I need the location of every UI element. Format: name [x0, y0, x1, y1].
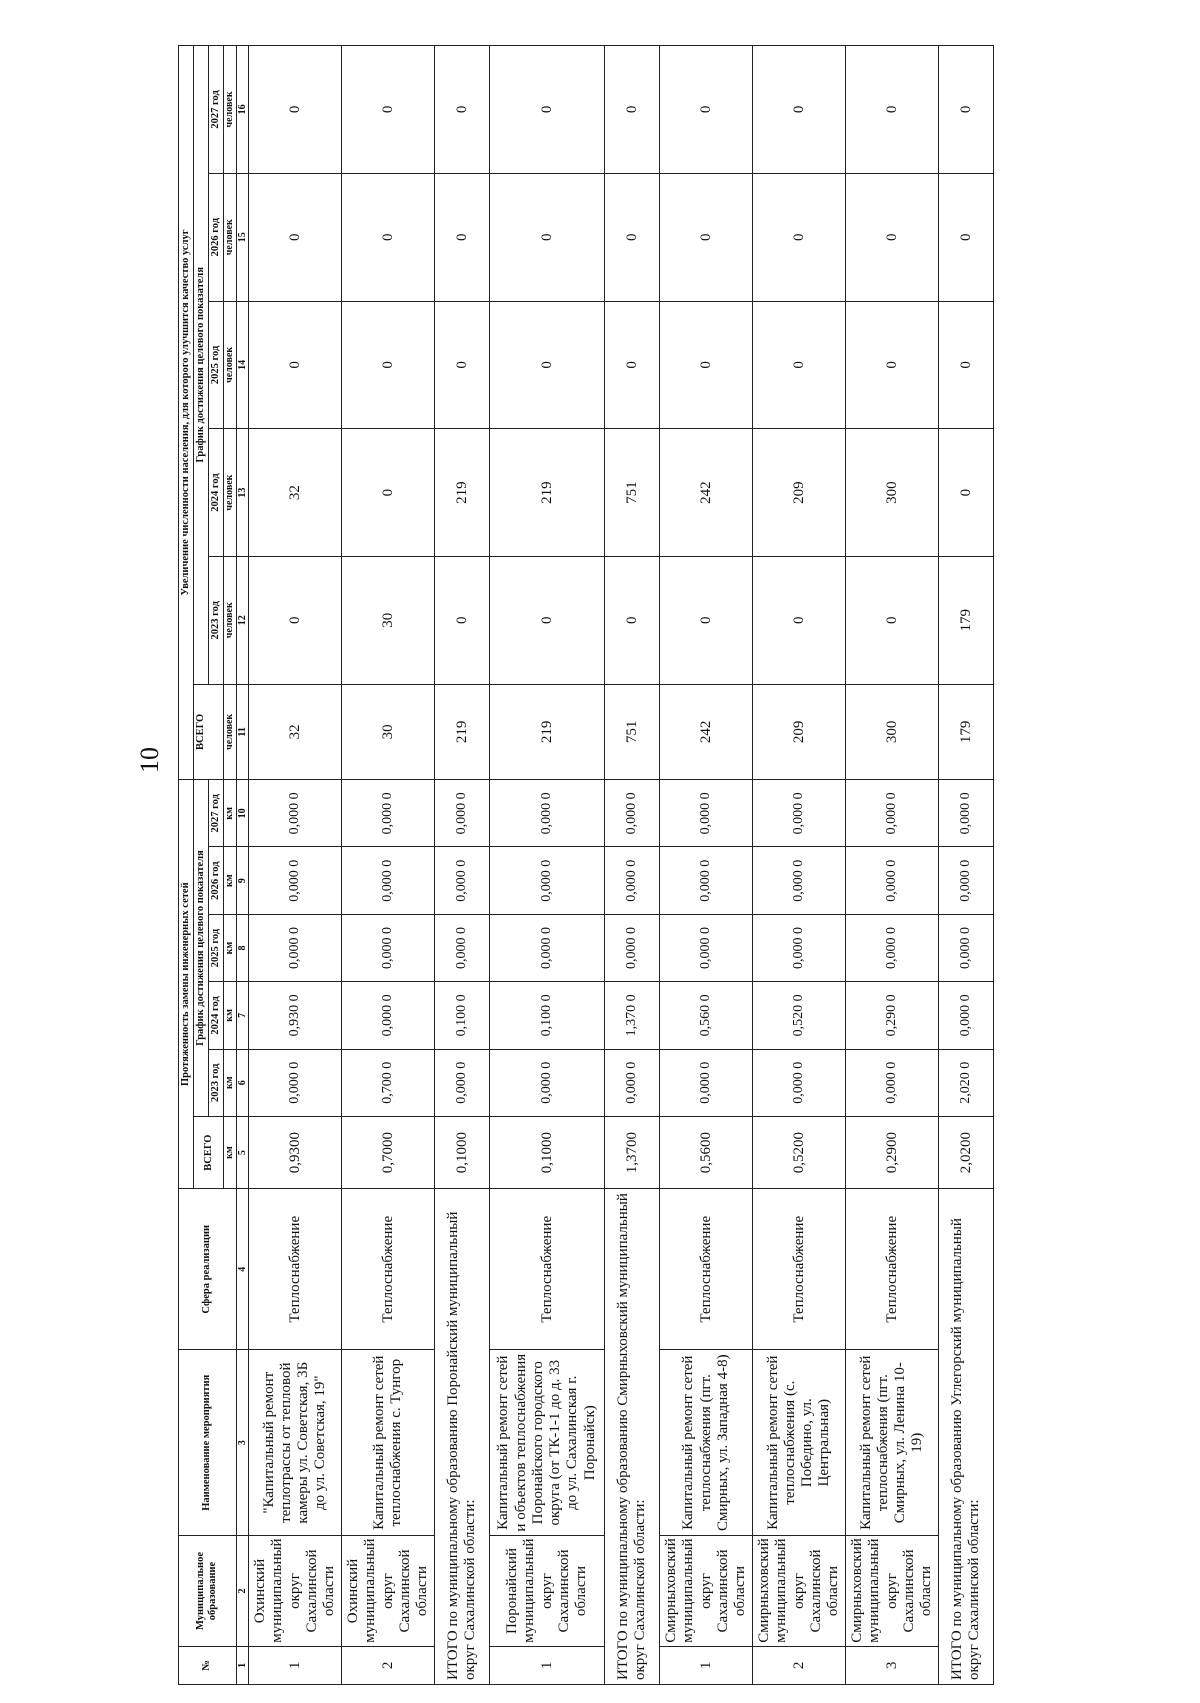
row-number: 2: [753, 1646, 846, 1684]
people-year-cell: 30: [342, 556, 435, 684]
municipality-cell: Поронайский муниципальный округ Сахалинской области: [490, 1536, 605, 1647]
header-km-total: ВСЕГО: [194, 1116, 224, 1188]
col-number: 6: [236, 1049, 249, 1116]
unit-km: км: [224, 1049, 237, 1116]
unit-people: человек: [224, 301, 237, 429]
people-year-cell: 0: [605, 46, 660, 174]
km-year-cell: 0,000 0: [249, 847, 342, 914]
municipality-cell: Смирныховский муниципальный округ Сахалинской области: [846, 1536, 939, 1647]
km-year-cell: 0,000 0: [753, 847, 846, 914]
page-number: 10: [135, 747, 164, 773]
people-year-cell: 0: [342, 46, 435, 174]
people-year-cell: 0: [660, 46, 753, 174]
sphere-cell: Теплоснабжение: [660, 1189, 753, 1350]
row-number: 3: [846, 1646, 939, 1684]
km-year-cell: 2,020 0: [939, 1049, 994, 1116]
people-year-cell: 0: [660, 301, 753, 429]
people-year-cell: 0: [342, 301, 435, 429]
table-row: [660, 46, 753, 1685]
people-year-cell: 0: [753, 46, 846, 174]
people-year-cell: 0: [490, 173, 605, 301]
people-year-cell: 219: [435, 429, 490, 557]
total-row: [605, 46, 660, 1685]
people-year-cell: 0: [490, 46, 605, 174]
people-year-cell: 0: [490, 556, 605, 684]
header-people-2023: 2023 год: [209, 556, 224, 684]
people-total-cell: 30: [342, 684, 435, 780]
people-year-cell: 0: [846, 173, 939, 301]
people-year-cell: 0: [846, 556, 939, 684]
people-year-cell: 0: [249, 556, 342, 684]
km-year-cell: 0,560 0: [660, 982, 753, 1049]
people-total-cell: 751: [605, 684, 660, 780]
people-year-cell: 0: [605, 301, 660, 429]
row-number: 1: [660, 1646, 753, 1684]
col-number: 10: [236, 780, 249, 847]
col-number: 5: [236, 1116, 249, 1188]
col-number: 8: [236, 914, 249, 981]
km-year-cell: 0,000 0: [490, 847, 605, 914]
people-year-cell: 0: [249, 173, 342, 301]
total-row: [939, 46, 994, 1685]
event-name-cell: Капитальный ремонт сетей и объектов теплоснабжения Поронайского городского округа (от ТК-1-1 до д. 33 до ул. Сахалинская г. Поронайск): [490, 1350, 605, 1536]
km-year-cell: 0,000 0: [846, 780, 939, 847]
total-label: ИТОГО по муниципальному образованию Поронайский муниципальный округ Сахалинской области:: [435, 1189, 490, 1685]
people-year-cell: 179: [939, 556, 994, 684]
km-year-cell: 0,000 0: [846, 914, 939, 981]
row-number: 1: [249, 1646, 342, 1684]
people-year-cell: 0: [753, 556, 846, 684]
km-year-cell: 1,370 0: [605, 982, 660, 1049]
people-year-cell: 242: [660, 429, 753, 557]
header-schedule-population: График достижения целевого показателя: [194, 46, 209, 685]
header-schedule-length: График достижения целевого показателя: [194, 780, 209, 1117]
people-year-cell: 0: [249, 46, 342, 174]
col-number: 12: [236, 556, 249, 684]
km-year-cell: 0,000 0: [846, 1049, 939, 1116]
col-number: 7: [236, 982, 249, 1049]
col-number: 16: [236, 46, 249, 174]
people-year-cell: 0: [939, 301, 994, 429]
header-people-2027: 2027 год: [209, 46, 224, 174]
people-year-cell: 209: [753, 429, 846, 557]
unit-km: км: [224, 780, 237, 847]
event-name-cell: Капитальный ремонт сетей теплоснабжения (пгт. Смирных, ул. Западная 4-8): [660, 1350, 753, 1536]
col-number: 13: [236, 429, 249, 557]
sphere-cell: Теплоснабжение: [753, 1189, 846, 1350]
header-municipality: Муниципальное образование: [179, 1536, 237, 1647]
people-year-cell: 0: [435, 46, 490, 174]
people-year-cell: 0: [605, 173, 660, 301]
table-row: [753, 46, 846, 1685]
km-total-cell: 2,0200: [939, 1116, 994, 1188]
km-year-cell: 0,000 0: [249, 1049, 342, 1116]
km-year-cell: 0,000 0: [342, 914, 435, 981]
km-year-cell: 0,000 0: [939, 982, 994, 1049]
total-label: ИТОГО по муниципальному образованию Смирныховский муниципальный округ Сахалинской области:: [605, 1189, 660, 1685]
col-number: 14: [236, 301, 249, 429]
people-year-cell: 32: [249, 429, 342, 557]
people-year-cell: 0: [249, 301, 342, 429]
total-row: [435, 46, 490, 1685]
header-num: №: [179, 1646, 237, 1684]
municipality-cell: Охинский муниципальный округ Сахалинской области: [342, 1536, 435, 1647]
km-year-cell: 0,520 0: [753, 982, 846, 1049]
km-total-cell: 0,2900: [846, 1116, 939, 1188]
people-year-cell: 0: [435, 173, 490, 301]
km-total-cell: 0,5600: [660, 1116, 753, 1188]
people-total-cell: 242: [660, 684, 753, 780]
km-year-cell: 0,000 0: [435, 914, 490, 981]
km-year-cell: 0,000 0: [435, 1049, 490, 1116]
unit-people: человек: [224, 173, 237, 301]
km-year-cell: 0,000 0: [660, 1049, 753, 1116]
km-year-cell: 0,000 0: [605, 780, 660, 847]
km-year-cell: 0,000 0: [660, 847, 753, 914]
km-year-cell: 0,100 0: [490, 982, 605, 1049]
people-year-cell: 0: [753, 173, 846, 301]
col-number: 2: [236, 1536, 249, 1647]
event-name-cell: "Капитальный ремонт теплотрассы от тепловой камеры ул. Советская, 3Б до ул. Советская, 19": [249, 1350, 342, 1536]
rotated-page-content: [178, 0, 1200, 1685]
km-year-cell: 0,000 0: [753, 914, 846, 981]
km-year-cell: 0,000 0: [342, 982, 435, 1049]
km-total-cell: 0,1000: [435, 1116, 490, 1188]
km-year-cell: 0,000 0: [249, 914, 342, 981]
people-total-cell: 219: [435, 684, 490, 780]
header-people-2024: 2024 год: [209, 429, 224, 557]
event-name-cell: Капитальный ремонт сетей теплоснабжения (пгт. Смирных, ул. Ленина 10-19): [846, 1350, 939, 1536]
km-year-cell: 0,000 0: [342, 780, 435, 847]
km-total-cell: 0,5200: [753, 1116, 846, 1188]
km-total-cell: 0,1000: [490, 1116, 605, 1188]
unit-km: км: [224, 847, 237, 914]
km-year-cell: 0,000 0: [605, 914, 660, 981]
unit-people: человек: [224, 684, 237, 780]
sphere-cell: Теплоснабжение: [249, 1189, 342, 1350]
header-length-group: Протяженность замены инженерных сетей: [179, 780, 194, 1189]
municipality-cell: Смирныховский муниципальный округ Сахалинской области: [660, 1536, 753, 1647]
row-number: 1: [490, 1646, 605, 1684]
unit-people: человек: [224, 429, 237, 557]
municipality-cell: Смирныховский муниципальный округ Сахалинской области: [753, 1536, 846, 1647]
people-total-cell: 300: [846, 684, 939, 780]
people-year-cell: 0: [939, 46, 994, 174]
km-year-cell: 0,000 0: [490, 914, 605, 981]
people-year-cell: 0: [939, 429, 994, 557]
targets-table: [178, 45, 994, 1685]
km-year-cell: 0,000 0: [490, 1049, 605, 1116]
total-label: ИТОГО по муниципальному образованию Углегорский муниципальный округ Сахалинской области:: [939, 1189, 994, 1685]
event-name-cell: Капитальный ремонт сетей теплоснабжения (с. Победино, ул. Центральная): [753, 1350, 846, 1536]
people-total-cell: 209: [753, 684, 846, 780]
km-year-cell: 0,000 0: [435, 847, 490, 914]
unit-km: км: [224, 914, 237, 981]
people-year-cell: 219: [490, 429, 605, 557]
km-total-cell: 1,3700: [605, 1116, 660, 1188]
people-year-cell: 0: [846, 301, 939, 429]
header-km-2023: 2023 год: [209, 1049, 224, 1116]
col-number: 3: [236, 1350, 249, 1536]
header-km-2026: 2026 год: [209, 847, 224, 914]
people-year-cell: 0: [753, 301, 846, 429]
unit-people: человек: [224, 556, 237, 684]
km-year-cell: 0,000 0: [490, 780, 605, 847]
people-total-cell: 179: [939, 684, 994, 780]
municipality-cell: Охинский муниципальный округ Сахалинской области: [249, 1536, 342, 1647]
header-km-2027: 2027 год: [209, 780, 224, 847]
km-year-cell: 0,000 0: [605, 1049, 660, 1116]
people-total-cell: 32: [249, 684, 342, 780]
people-year-cell: 300: [846, 429, 939, 557]
people-year-cell: 751: [605, 429, 660, 557]
unit-km: км: [224, 1116, 237, 1188]
table-row: [249, 46, 342, 1685]
km-year-cell: 0,000 0: [939, 914, 994, 981]
km-year-cell: 0,000 0: [660, 914, 753, 981]
people-year-cell: 0: [846, 46, 939, 174]
event-name-cell: Капитальный ремонт сетей теплоснабжения с. Тунгор: [342, 1350, 435, 1536]
km-year-cell: 0,000 0: [753, 780, 846, 847]
col-number: 4: [236, 1189, 249, 1350]
people-year-cell: 0: [939, 173, 994, 301]
km-year-cell: 0,000 0: [939, 847, 994, 914]
sphere-cell: Теплоснабжение: [342, 1189, 435, 1350]
sphere-cell: Теплоснабжение: [846, 1189, 939, 1350]
people-year-cell: 0: [605, 556, 660, 684]
people-year-cell: 0: [435, 301, 490, 429]
header-people-2025: 2025 год: [209, 301, 224, 429]
table-row: [342, 46, 435, 1685]
header-people-total: ВСЕГО: [194, 684, 224, 780]
people-year-cell: 0: [660, 556, 753, 684]
sphere-cell: Теплоснабжение: [490, 1189, 605, 1350]
col-number: 1: [236, 1646, 249, 1684]
col-number: 11: [236, 684, 249, 780]
km-year-cell: 0,290 0: [846, 982, 939, 1049]
people-year-cell: 0: [342, 429, 435, 557]
km-year-cell: 0,000 0: [939, 780, 994, 847]
header-km-2024: 2024 год: [209, 982, 224, 1049]
unit-people: человек: [224, 46, 237, 174]
km-year-cell: 0,000 0: [660, 780, 753, 847]
people-year-cell: 0: [490, 301, 605, 429]
header-people-2026: 2026 год: [209, 173, 224, 301]
header-km-2025: 2025 год: [209, 914, 224, 981]
km-year-cell: 0,100 0: [435, 982, 490, 1049]
unit-km: км: [224, 982, 237, 1049]
km-total-cell: 0,9300: [249, 1116, 342, 1188]
km-year-cell: 0,000 0: [753, 1049, 846, 1116]
people-year-cell: 0: [660, 173, 753, 301]
people-year-cell: 0: [435, 556, 490, 684]
km-year-cell: 0,000 0: [342, 847, 435, 914]
row-number: 2: [342, 1646, 435, 1684]
table-row: [490, 46, 605, 1685]
km-year-cell: 0,700 0: [342, 1049, 435, 1116]
km-year-cell: 0,930 0: [249, 982, 342, 1049]
header-sphere: Сфера реализации: [179, 1189, 237, 1350]
col-number: 9: [236, 847, 249, 914]
km-year-cell: 0,000 0: [605, 847, 660, 914]
table-row: [846, 46, 939, 1685]
people-total-cell: 219: [490, 684, 605, 780]
header-population-group: Увеличение численности населения, для которого улучшится качество услуг: [179, 46, 194, 780]
km-year-cell: 0,000 0: [435, 780, 490, 847]
km-total-cell: 0,7000: [342, 1116, 435, 1188]
km-year-cell: 0,000 0: [249, 780, 342, 847]
col-number: 15: [236, 173, 249, 301]
people-year-cell: 0: [342, 173, 435, 301]
km-year-cell: 0,000 0: [846, 847, 939, 914]
header-event-name: Наименование мероприятия: [179, 1350, 237, 1536]
table-body: [249, 46, 994, 1685]
